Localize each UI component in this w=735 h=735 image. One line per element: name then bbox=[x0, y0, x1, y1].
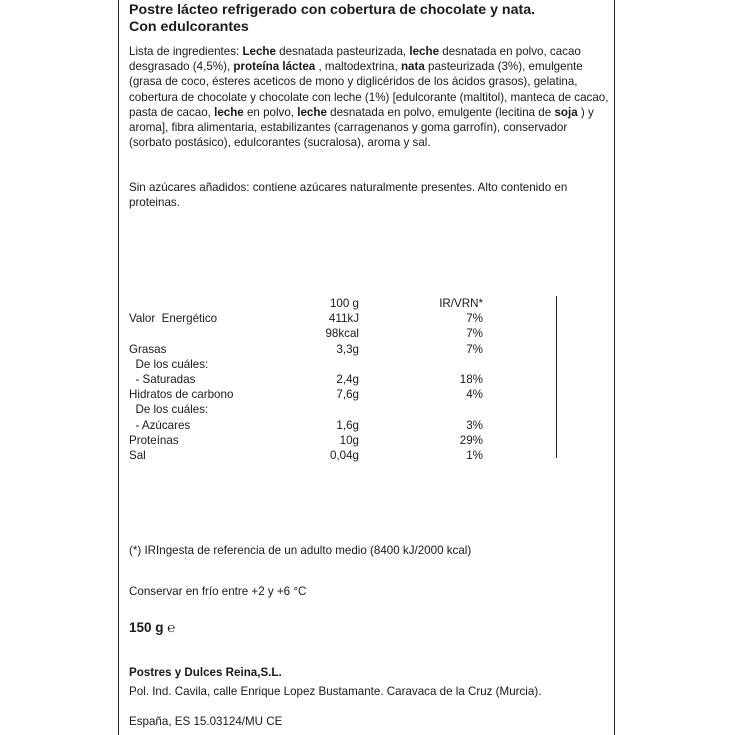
nutrient-name: - Saturadas bbox=[129, 372, 196, 386]
product-label bbox=[118, 0, 615, 735]
nutrient-value: 2,4g bbox=[336, 372, 359, 386]
nutrition-row bbox=[129, 448, 489, 463]
nutrition-row bbox=[129, 387, 489, 402]
nutrient-ir-vrn: 7% bbox=[466, 342, 483, 356]
nutrient-name: Grasas bbox=[129, 342, 167, 356]
nutrition-row bbox=[129, 402, 489, 417]
nutrition-row bbox=[129, 342, 489, 357]
nutrition-row bbox=[129, 326, 489, 341]
nutrient-name: De los cuáles: bbox=[129, 357, 209, 371]
nutrient-ir-vrn: 3% bbox=[466, 418, 483, 432]
company-name: Postres y Dulces Reina,S.L. bbox=[129, 666, 282, 679]
nutrient-ir-vrn: 18% bbox=[459, 372, 483, 386]
net-weight-value: 150 g bbox=[129, 620, 164, 635]
nutrient-value: 7,6g bbox=[336, 388, 359, 402]
nutrient-name: Hidratos de carbono bbox=[129, 388, 234, 402]
nutrient-ir-vrn: 29% bbox=[459, 433, 483, 447]
nutrient-value: 1,6g bbox=[336, 418, 359, 432]
title-line-1: Postre lácteo refrigerado con cobertura de chocolate y nata. bbox=[129, 2, 536, 18]
nutrient-name: Proteínas bbox=[129, 433, 179, 447]
nutrition-row bbox=[129, 372, 489, 387]
nutrition-claim: Sin azúcares añadidos: contiene azúcares naturalmente presentes. Alto contenido en proteinas. bbox=[129, 181, 568, 210]
header-per-100g: 100 g bbox=[329, 297, 359, 310]
nutrient-name: - Azúcares bbox=[129, 418, 191, 432]
health-mark: España, ES 15.03124/MU CE bbox=[129, 715, 283, 728]
nutrition-row bbox=[129, 433, 489, 448]
title-line-2: Con edulcorantes bbox=[129, 19, 249, 35]
nutrient-ir-vrn: 1% bbox=[466, 448, 483, 462]
nutrient-ir-vrn: 7% bbox=[466, 327, 483, 341]
storage-instructions: Conservar en frío entre +2 y +6 °C bbox=[129, 585, 307, 598]
nutrition-table bbox=[129, 296, 489, 463]
header-ir-vrn: IR/VRN* bbox=[439, 297, 483, 310]
nutrient-ir-vrn: 4% bbox=[466, 388, 483, 402]
nutrition-header-row bbox=[129, 296, 489, 311]
nutrient-value: 98kcal bbox=[325, 327, 359, 341]
nutrient-value: 10g bbox=[339, 433, 359, 447]
nutrient-name: Valor Energético bbox=[129, 312, 218, 326]
nutrient-name: Sal bbox=[129, 448, 146, 462]
estimated-sign-icon: ℮ bbox=[167, 620, 176, 635]
nutrition-row bbox=[129, 357, 489, 372]
company-address: Pol. Ind. Cavila, calle Enrique Lopez Bustamante. Caravaca de la Cruz (Murcia). bbox=[129, 685, 542, 698]
nutrient-name: De los cuáles: bbox=[129, 403, 209, 417]
nutrient-ir-vrn: 7% bbox=[466, 312, 483, 326]
nutrient-value: 3,3g bbox=[336, 342, 359, 356]
product-title bbox=[129, 2, 609, 36]
nutrient-value: 411kJ bbox=[328, 312, 359, 326]
ingredients-list: Lista de ingredientes: Leche desnatada pasteurizada, leche desnatada en polvo, cacao desgrasado (4,5%), proteína láctea , maltodextrina, nata pasteurizada (3%), emulgente (grasa de coco, ésteres aceticos de mono y diglicéridos de los ácidos grasos), gelatina, cobertura de chocolate y chocolate con leche (1%) [edulcorante (maltitol), manteca de cacao, pasta de cacao, leche en polvo, leche desnatada en polvo, emulgente (lecitina de soja ) y aroma], fibra alimentaria, estabilizantes (carragenanos y goma garrofín), conservador (sorbato postásico), edulcorantes (sucralosa), aroma y sal. bbox=[129, 45, 609, 150]
net-weight bbox=[129, 620, 175, 635]
nutrition-row bbox=[129, 311, 489, 326]
nutrition-table-divider bbox=[556, 296, 557, 458]
nutrition-row bbox=[129, 418, 489, 433]
reference-intake-footnote: (*) IRIngesta de referencia de un adulto medio (8400 kJ/2000 kcal) bbox=[129, 544, 472, 557]
nutrient-value: 0,04g bbox=[329, 448, 359, 462]
